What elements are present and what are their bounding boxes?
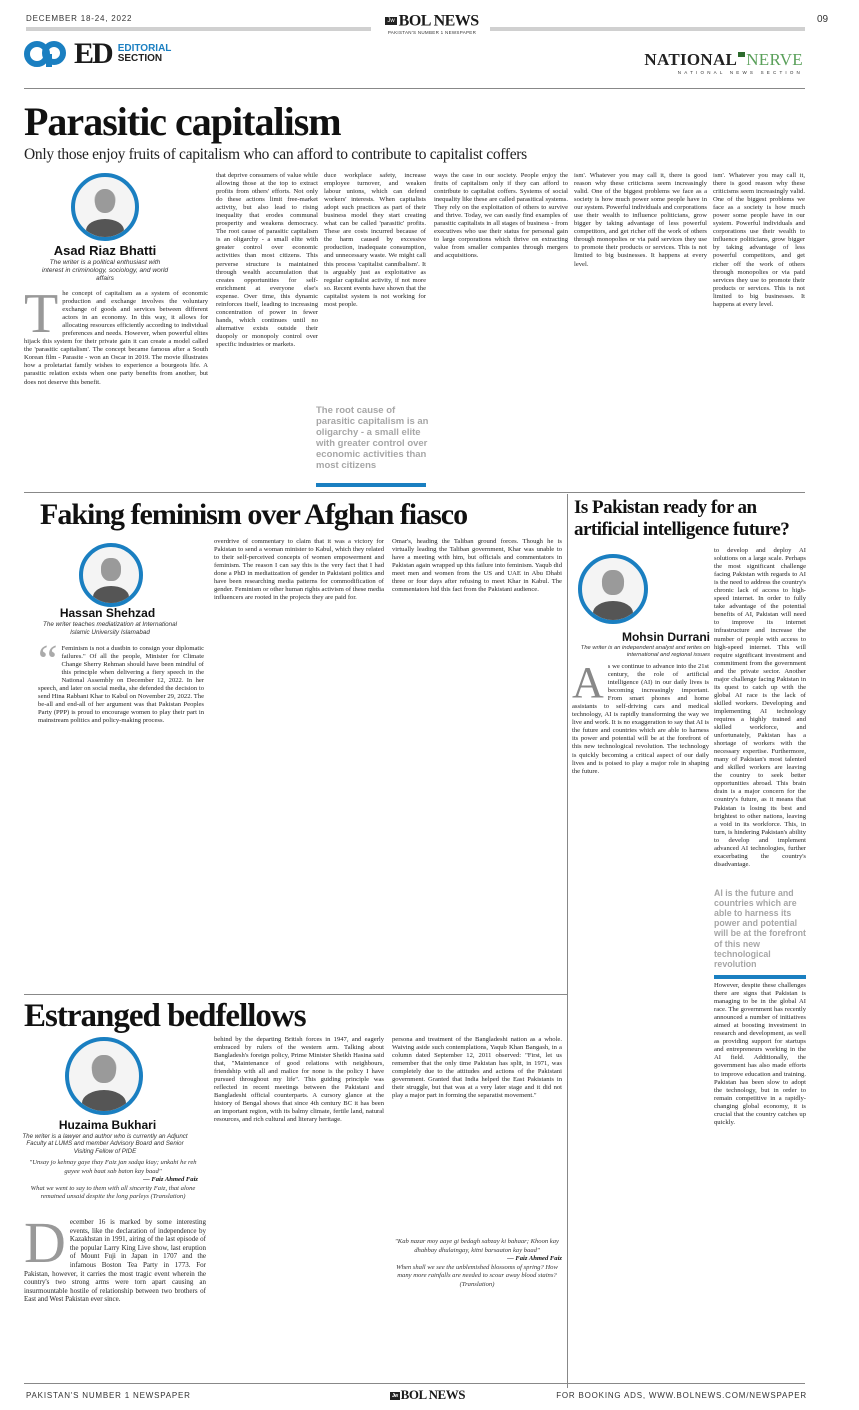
article-column xyxy=(24,1218,206,1383)
column-text: ism'. Whatever you may call it, there is good reason why these criticisms seem increasingly valid. One of the biggest problems we face as a society is how much power some people have in our system. Powerful individuals and corporations use their wealth to influence politicians, grow bigger by taking advantage of less powerful competitors, and get richer off the work of others through monopolies or via paid services they use to promote their products or services. This is not limited to big businesses. It happens at every level. xyxy=(713,172,805,308)
article-column xyxy=(214,1036,384,1382)
pull-quote: AI is the future and countries which are able to harness its power and potential will be at the forefront of this new technological revolution xyxy=(714,888,806,969)
section-divider xyxy=(24,492,805,493)
headline-ai-future[interactable]: Is Pakistan ready for an artificial intelligence future? xyxy=(574,497,790,540)
section-divider xyxy=(24,994,567,995)
article-column xyxy=(392,1036,562,1234)
column-text: overdrive of commentary to claim that it was a victory for Pakistan to send a woman minister to Kabul, which they related to their self-perceived concepts of women empowerment and feminism. The reason I can say this is the very fact that I had done a PhD in mediatization of gender in Pakistani politics and have been researching media patterns for commodification of gender. Feminism or other human rights activism of these media influencers are rooted in the projects they are paid for. xyxy=(214,538,384,602)
issue-date: DECEMBER 18-24, 2022 xyxy=(26,14,133,23)
article-column xyxy=(572,663,709,1388)
page-number: 09 xyxy=(817,14,829,25)
header-rule-left xyxy=(26,27,371,31)
headline-estranged-bedfellows[interactable]: Estranged bedfellows xyxy=(24,998,306,1034)
column-text: to develop and deploy AI solutions on a large scale. Perhaps the most significant challenge facing Pakistan with regards to AI is the need to address the country's chronic lack of access to high-speed internet. In order to fully take advantage of the potential benefits of AI, Pakistan will need to improve its internet infrastructure and increase the number of people with access to high-speed internet. This will require significant investment and commitment from the government and the private sector. Another major challenge facing Pakistan in its quest to catch up with the global AI race is the lack of skilled workers. Developing and implementing AI technology requires a highly trained and skilled workforce, and unfortunately, Pakistan has a shortage of workers with the necessary expertise. Furthermore, many of Pakistan's most talented and skilled workers are leaving the country to seek better opportunities abroad. This brain drain is a major concern for the country's future, as it means that Pakistan is losing its best and brightest to other nations, leaving a void in its workforce. This, in turn, is hindering Pakistan's ability to develop and implement advanced AI technologies, further exacerbating the country's disadvantage. xyxy=(714,547,806,868)
masthead-logo[interactable] xyxy=(382,12,482,35)
bol-logo-mark: Jw xyxy=(387,18,395,25)
author-name: Hassan Shehzad xyxy=(59,606,156,620)
header-divider xyxy=(24,88,805,89)
drop-cap: T xyxy=(24,290,59,345)
faiz-quote xyxy=(28,1159,198,1202)
author-name: Huzaima Bukhari xyxy=(58,1118,157,1132)
quote-urdu: "Unsay jo kehnay gaye thay Faiz jan sadqa kiay; unkahi he reh gayee woh baat sab baton kay baad" xyxy=(29,1159,197,1175)
section-label-line1: EDITORIAL xyxy=(117,43,172,54)
ed-logo-icon xyxy=(24,40,72,68)
bol-logo-mark: Jw xyxy=(392,1393,398,1400)
author-photo-huzaima-bukhari xyxy=(65,1037,143,1115)
author-name: Asad Riaz Bhatti xyxy=(53,243,157,258)
quote-attribution: — Faiz Ahmed Faiz xyxy=(507,1255,562,1262)
article-column xyxy=(574,172,707,488)
article-column xyxy=(214,538,384,978)
footer-tagline: PAKISTAN'S NUMBER 1 NEWSPAPER xyxy=(26,1391,191,1400)
article-column xyxy=(24,290,208,488)
article-column xyxy=(713,172,805,488)
author-bio: The writer teaches mediatization at International Islamic University Islamabad xyxy=(42,621,178,636)
pull-quote-bar xyxy=(714,975,806,979)
footer-divider xyxy=(24,1383,805,1384)
footer-logo-text: BOL NEWS xyxy=(400,1387,465,1402)
header-rule-right xyxy=(490,27,805,31)
author-name: Mohsin Durrani xyxy=(621,630,710,644)
section-label-line2: SECTION xyxy=(117,53,163,64)
drop-cap: D xyxy=(24,1218,66,1275)
open-quote-icon: “ xyxy=(38,645,58,685)
quote-translation: When shall we see the unblemished blossoms of spring? How many more rainfalls are needed to scour away blood stains? (Translation) xyxy=(396,1263,558,1288)
masthead-tagline: PAKISTAN'S NUMBER 1 NEWSPAPER xyxy=(387,30,477,36)
faiz-quote xyxy=(392,1238,562,1289)
column-text: s we continue to advance into the 21st century, the role of artificial intelligence (AI) in our daily lives is becoming increasingly important. From smart phones and home assistants to self-driving cars and medical technology, AI is rapidly transforming the way we live and work. It is no exaggeration to say that AI is the future and countries which are able to harness its power and potential will be at the forefront of this new technological revolution. The technology is quickly becoming a critical aspect of our daily lives and is poised to play a major role in shaping the future. xyxy=(572,663,709,775)
article-column xyxy=(216,172,318,488)
pull-quote: The root cause of parasitic capitalism is an oligarchy - a small elite with greater control over economic activities than most citizens xyxy=(316,405,429,471)
article-column xyxy=(38,645,204,977)
author-photo-hassan-shehzad xyxy=(79,543,143,607)
article-deck: Only those enjoy fruits of capitalism who can afford to contribute to capitalist coffers xyxy=(24,146,527,163)
column-text: ism'. Whatever you may call it, there is good reason why these criticisms seem increasingly valid. One of the biggest problems we face as a society is how much power some people have in our system. Powerful individuals and corporations use their wealth to influence politicians, grow bigger by taking advantage of less powerful competitors, and get richer off the work of others through monopolies or via paid services they use to promote their products or services. This is not limited to big businesses. It happens at every level. xyxy=(574,172,707,268)
author-photo-asad-riaz-bhatti xyxy=(71,173,139,241)
nerve-word2: NERVE xyxy=(746,50,803,69)
nerve-subtitle: NATIONAL NEWS SECTION xyxy=(677,70,803,75)
national-nerve-logo xyxy=(644,50,803,75)
column-text: duce workplace safety, increase employee turnover, and weaken labour unions, which can defend workers' interests. When capitalists adopt such practices as part of their business model they start creating what can be called 'parasitic' profits. These are costs incurred because of the harm caused by excessive production, inadequate consumption, and unnecessary waste. We might call this process 'capitalist cannibalism'. It is arguably just as exploitative as regular capitalist activity, if not more so. Recent events have shown that the capitalist system is not working for most people. xyxy=(324,172,426,308)
column-text: he concept of capitalism as a system of economic production and exchange involves the voluntary exchange of goods and services between different actors in an economy. In this way, it allows for allocating resources efficiently according to individual preferences and needs. However, when powerful elites hijack this system for their private gain it can create a model called the 'parasitic capitalism'. The concept became famous after a South Korean film - Parasite - won an Oscar in 2019. The movie illustrates how a proletariat family wishes to experience a bourgeois life. A parasitic relation exists when one party benefits from another, but does not deserve this benefit. xyxy=(24,290,208,386)
column-text: that deprive consumers of value while allowing those at the top to extract profits from others' efforts. Not only do these actions limit free-market activity, but also lead to rising inequality that erodes communal prosperity and weakens democracy. The root cause of parasitic capitalism is an oligarchy - a small elite with greater control over economic activities than most citizens. This perverse structure is maintained through wealth accumulation that creates opportunities for self-enrichment at everyone else's expense. Over time, this dynamic reinforces itself, leading to increasing concentration of power in fewer hands, which continues until no alternative exists outside their duopoly or monopoly control over specific industries or markets. xyxy=(216,172,318,348)
article-column xyxy=(714,547,806,883)
author-bio: The writer is a lawyer and author who is currently an Adjunct Faculty at LUMS and member Advisory Board and Senior Visiting Fellow of PIDE xyxy=(22,1133,188,1155)
article-column xyxy=(434,172,568,488)
quote-attribution: — Faiz Ahmed Faiz xyxy=(143,1176,198,1183)
column-text: ecember 16 is marked by some interesting events, like the declaration of independence by Kazakhstan in 1991, airing of the last episode of the popular Larry King Live show, last eruption of Mount Fuji in Japan in 1707 and the infamous Boston Tea Party in 1773. For Pakistan, however, it carries the most tragic event wherein the country's two strong arms were torn apart causing an insurmountable hostile of relationship between two brothers of East and West Pakistan ever since. xyxy=(24,1218,206,1304)
pull-quote-bar xyxy=(316,483,426,487)
column-text: Feminism is not a dustbin to consign your diplomatic failures." Of all the people, Minister for Climate Change Sherry Rehman should have been mindful of this principle when delivering a fiery speech in the National Assembly on December 12, 2022. In her speech, and later on social media, she defended the decision to send Hina Rabbani Khar to Kabul on November 29, 2022. The be-all and end-all of her argument was that Pakistan Peoples Party (PPP) is proud to encourage women to play their part in mainstream politics and policy-making process. xyxy=(38,645,204,725)
quote-urdu: "Kab nazar moy aaye gi bedagh sabzay ki bahaar; Khoon kay dhabbay dhulaingay, kitni barsaaton kay baad" xyxy=(395,1238,559,1254)
column-divider xyxy=(567,494,568,1388)
article-column xyxy=(714,982,806,1380)
quote-translation: What we went to say to them with all sincerity Faiz, that alone remained unsaid despite the long parleys (Translation) xyxy=(30,1184,196,1200)
article-column xyxy=(392,538,562,978)
footer-logo[interactable] xyxy=(390,1387,465,1403)
masthead-name: BOL NEWS xyxy=(398,12,479,30)
column-text: behind by the departing British forces in 1947, and eagerly embraced by rulers of the western arm. Talking about Bangladesh's foreign policy, Prime Minister Sheikh Hasina said that, "Maintenance of good relations with neighbours, friendship with all and malice for none is the policy I have pursued throughout my life". This guiding principle was reflected in recent meetings between the Pakistani and Bangladeshi official counterparts. A cursory glance at the history of Bengal shows that since 4th century BC it has been an important region, with its balmy climate, fertile land, natural resources, and rich cultural and literary heritage. xyxy=(214,1036,384,1124)
column-text: ways the case in our society. People enjoy the fruits of capitalism only if they can afford to contribute to capitalist coffers. Systems of social inequality like these are called parasitical systems. They rely on the exploitation of others to survive and thrive. Today, we can easily find examples of parasitic capitalists in all stages of business - from executives who use their status for personal gain to large corporations which thrive on extracting value from smaller companies through mergers and acquisitions. xyxy=(434,172,568,260)
column-text: Omar's, heading the Taliban ground forces. Though he is virtually leading the Taliban government, Khar was unable to have a meeting with him, but officials and commentators in Pakistan again wrapped up this failure into feminism. Yaqub did meet men and women from the US and UAE in Abu Dhabi three or four days after refusing to meet Khar in Kabul. The commentators hid this fact from the Pakistani audience. xyxy=(392,538,562,594)
nerve-word1: NATIONAL xyxy=(644,50,738,69)
author-bio: The writer is an independent analyst and writes on international and regional issues xyxy=(580,645,710,658)
drop-cap: A xyxy=(572,663,604,707)
column-text: However, despite these challenges there are signs that Pakistan is managing to be in the global AI race. The government has recently announced a number of initiatives aimed at boosting investment in research and development, as well as providing support for startups and entrepreneurs working in the AI field. Additionally, the government has also made efforts to improve education and training. Pakistan has been slow to adopt the technology, but in order to remain competitive in a rapidly-changing global economy, it is crucial that the country catches up quickly. xyxy=(714,982,806,1126)
flag-icon xyxy=(738,52,745,57)
ed-letters: ED xyxy=(74,37,112,70)
footer-booking-link[interactable]: FOR BOOKING ADS, WWW.BOLNEWS.COM/NEWSPAPER xyxy=(556,1391,807,1400)
author-bio: The writer is a political enthusiast with interest in criminology, sociology, and world affairs xyxy=(41,259,169,282)
author-photo-mohsin-durrani xyxy=(578,554,648,624)
editorial-section-logo xyxy=(24,37,172,70)
column-text: persona and treatment of the Bangladeshi nation as a whole. Waiving aside such contemplations, Yaqub Khan Bangash, in a column dated September 12, 2011 observed: "First, let us remember that the only time Pakistan has split, in 1971, was completely due to the attitudes and actions of the Pakistani government. Granted that India helped the East Pakistanis in their struggle, but that was at a very later stage and it did not play a major part in forming the separatist movement." xyxy=(392,1036,562,1100)
headline-faking-feminism[interactable]: Faking feminism over Afghan fiasco xyxy=(40,498,468,531)
headline-parasitic-capitalism[interactable]: Parasitic capitalism xyxy=(24,99,341,144)
